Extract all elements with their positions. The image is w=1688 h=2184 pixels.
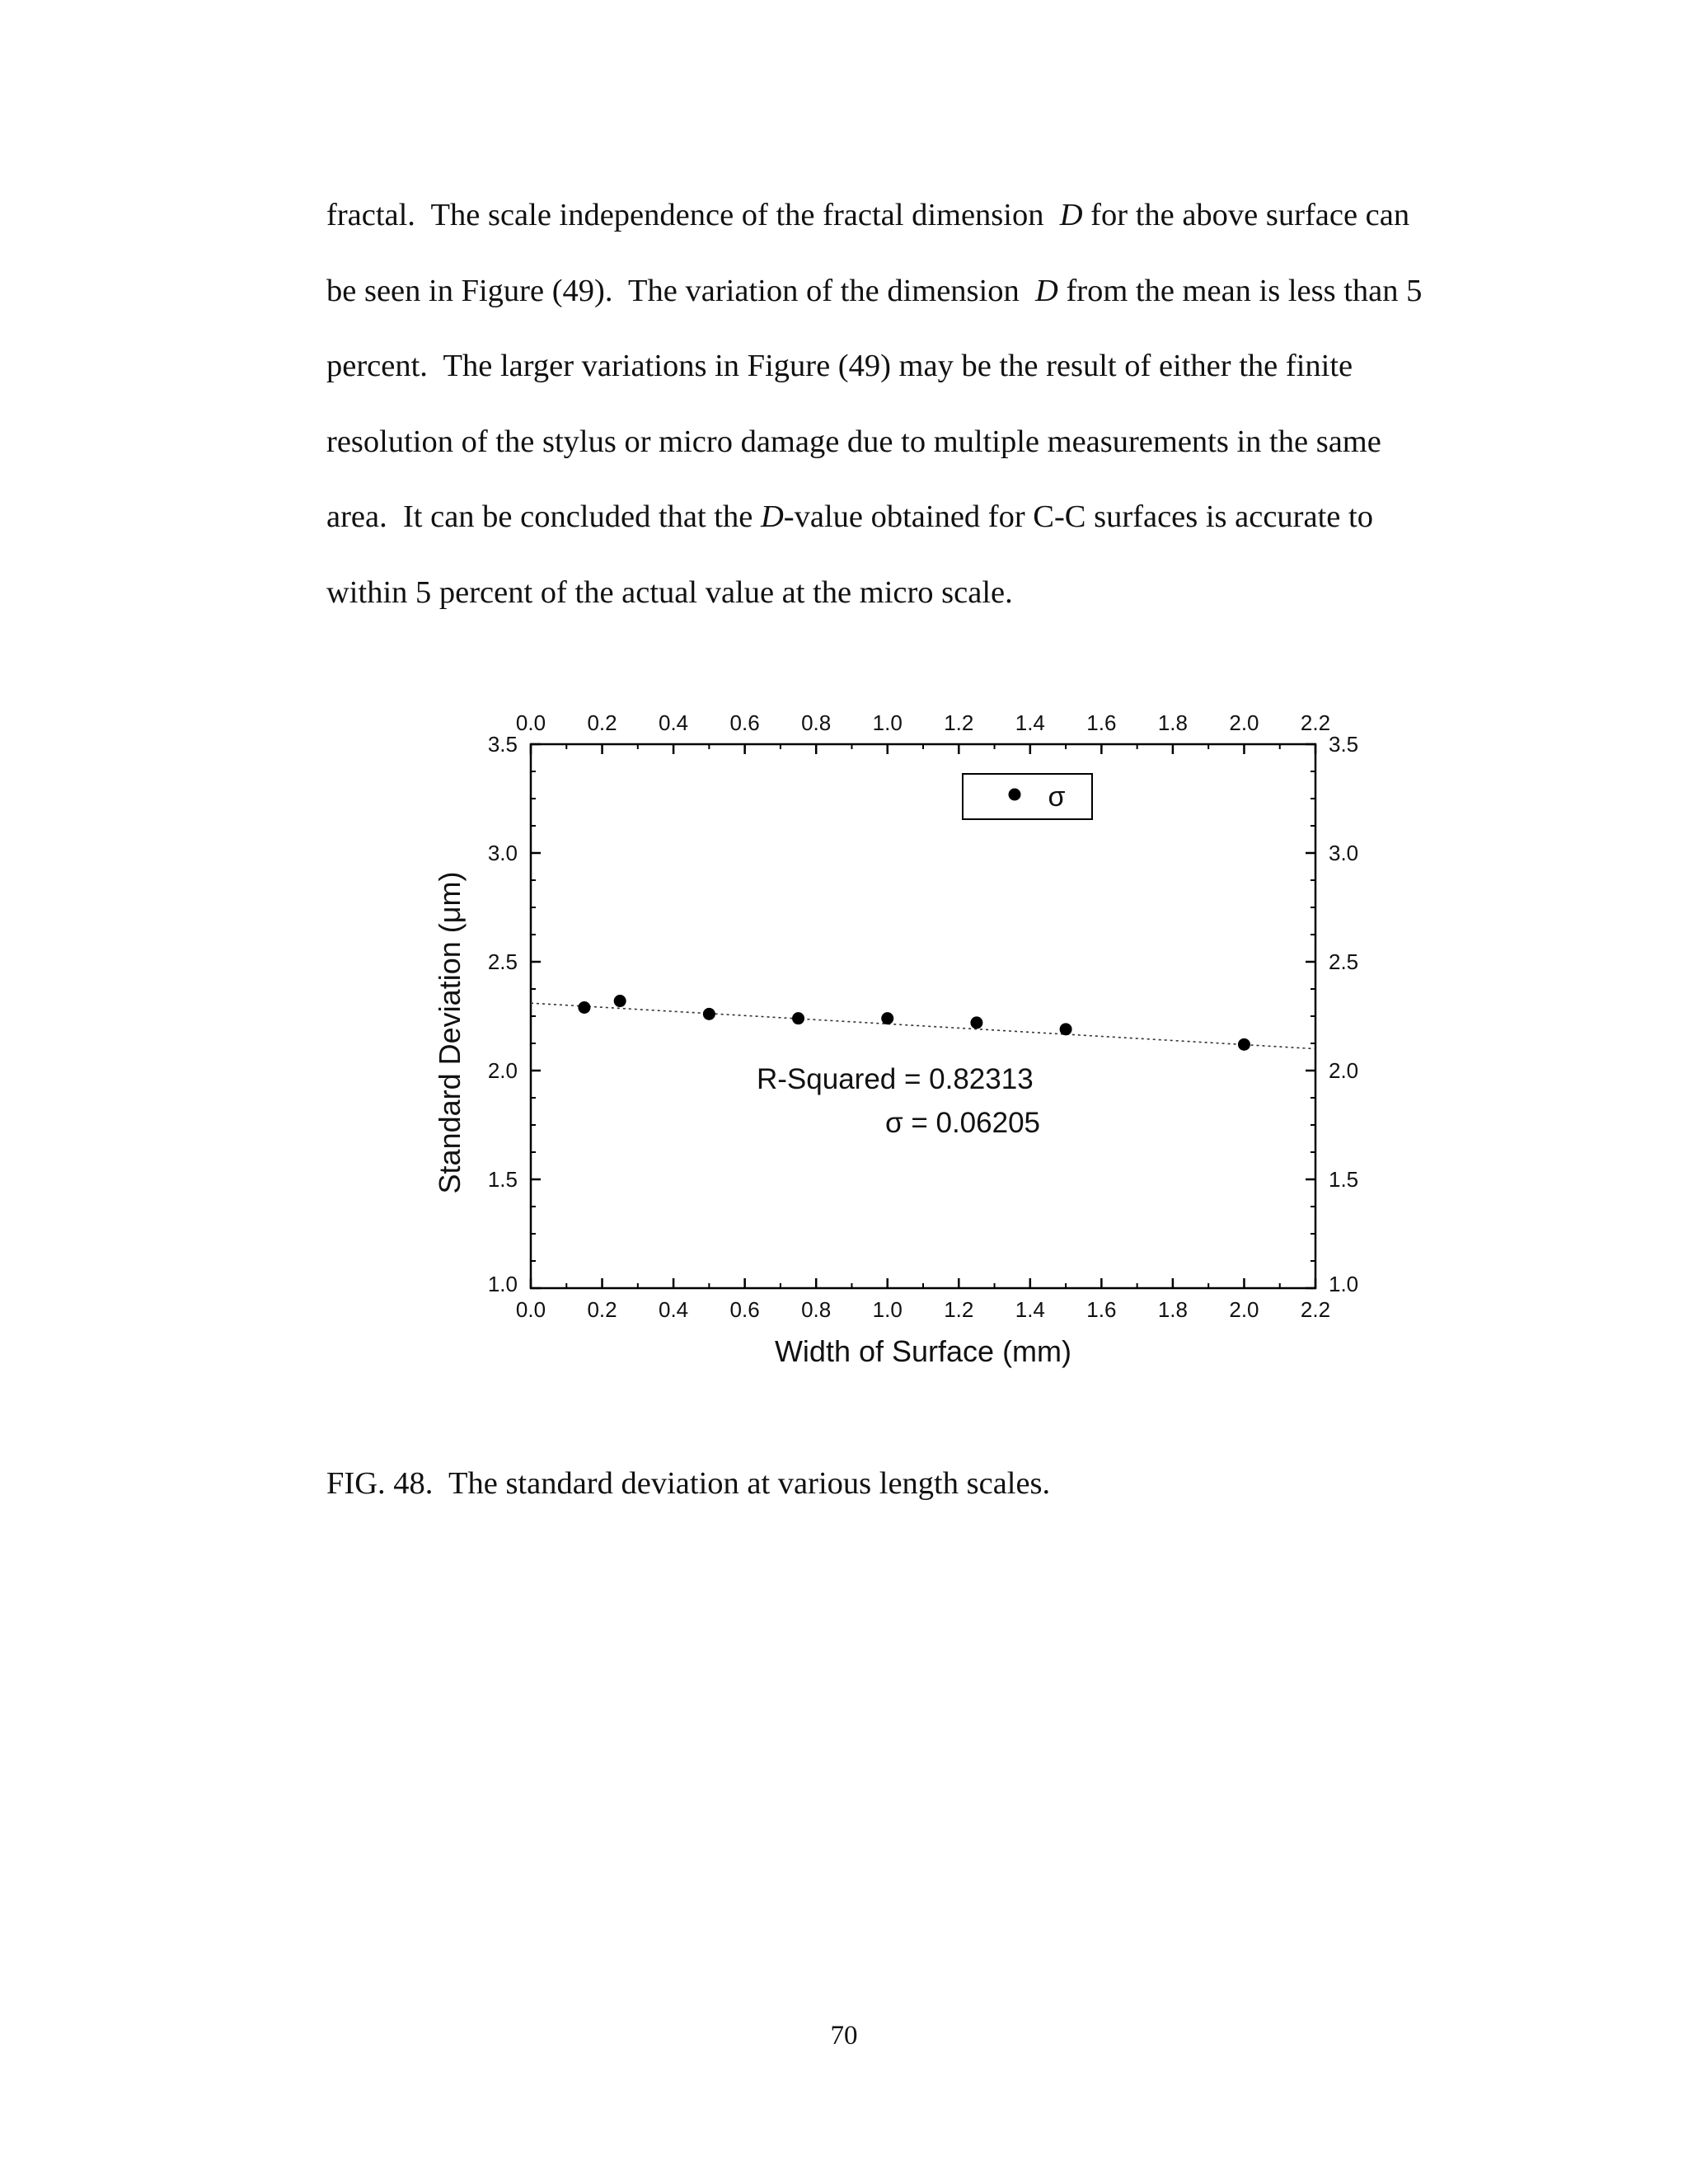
x-tick-label-bottom: 1.4 (1015, 1297, 1045, 1322)
x-tick-label-bottom: 2.0 (1229, 1297, 1259, 1322)
x-tick-label-top: 1.6 (1086, 710, 1117, 735)
x-tick-label-bottom: 2.2 (1300, 1297, 1331, 1322)
sigma-annotation: σ = 0.06205 (885, 1107, 1041, 1139)
x-tick-label-bottom: 0.0 (515, 1297, 546, 1322)
legend (963, 774, 1092, 819)
x-tick-label-top: 0.4 (659, 710, 689, 735)
y-tick-label-left: 3.5 (487, 732, 518, 757)
y-tick-label-right: 2.5 (1329, 949, 1359, 974)
x-tick-label-bottom: 0.6 (729, 1297, 760, 1322)
x-tick-label-bottom: 1.2 (944, 1297, 974, 1322)
x-tick-label-top: 0.8 (801, 710, 832, 735)
plot-frame (531, 744, 1315, 1288)
x-tick-label-top: 2.2 (1300, 710, 1331, 735)
legend-marker (1009, 789, 1021, 801)
axis-ticks (531, 744, 1315, 1288)
y-tick-label-left: 1.5 (487, 1167, 518, 1192)
data-point (970, 1016, 982, 1029)
text-line-3: percent. The larger variations in Figure (49) may be the result of either the finite (326, 349, 1353, 383)
data-point (792, 1012, 804, 1024)
body-paragraph (326, 188, 1447, 640)
x-tick-label-bottom: 0.8 (801, 1297, 832, 1322)
y-tick-label-left: 2.5 (487, 949, 518, 974)
data-point (703, 1008, 715, 1020)
x-tick-label-top: 1.2 (944, 710, 974, 735)
text-line-4: resolution of the stylus or micro damage due to multiple measurements in the same (326, 424, 1381, 459)
y-tick-label-left: 1.0 (487, 1272, 518, 1296)
x-tick-label-top: 0.0 (515, 710, 546, 735)
x-tick-label-top: 2.0 (1229, 710, 1259, 735)
trend-line (531, 1003, 1315, 1048)
data-point (1238, 1038, 1250, 1051)
data-point (578, 1001, 590, 1014)
x-tick-label-bottom: 1.0 (872, 1297, 903, 1322)
tick-labels (488, 710, 1358, 1322)
data-points (578, 995, 1250, 1051)
x-tick-label-bottom: 0.2 (587, 1297, 617, 1322)
x-tick-label-top: 0.6 (729, 710, 760, 735)
x-tick-label-bottom: 1.8 (1157, 1297, 1188, 1322)
x-tick-label-top: 0.2 (587, 710, 617, 735)
x-tick-label-top: 1.8 (1157, 710, 1188, 735)
y-tick-label-right: 1.0 (1329, 1272, 1359, 1296)
y-tick-label-left: 2.0 (487, 1058, 518, 1083)
y-tick-label-right: 3.0 (1329, 841, 1359, 865)
r-squared-annotation: R-Squared = 0.82313 (757, 1063, 1034, 1095)
y-tick-label-left: 3.0 (487, 841, 518, 865)
text-line-6: within 5 percent of the actual value at the micro scale. (326, 574, 1013, 610)
data-point (881, 1012, 893, 1024)
y-tick-label-right: 2.0 (1329, 1058, 1359, 1083)
y-tick-label-right: 1.5 (1329, 1167, 1359, 1192)
x-axis-label: Width of Surface (mm) (774, 1334, 1072, 1368)
scatter-chart (412, 692, 1385, 1393)
figure-caption: FIG. 48. The standard deviation at various length scales. (326, 1466, 1051, 1501)
page-number: 70 (830, 2021, 858, 2050)
legend-box (963, 774, 1092, 819)
x-tick-label-bottom: 1.6 (1086, 1297, 1117, 1322)
x-tick-label-bottom: 0.4 (659, 1297, 689, 1322)
data-point (1060, 1023, 1072, 1035)
y-axis-label: Standard Deviation (μm) (433, 871, 467, 1194)
y-tick-label-right: 3.5 (1329, 732, 1359, 757)
legend-label: σ (1048, 781, 1066, 813)
text-line-2: be seen in Figure (49). The variation of the dimension D from the mean is less than 5 (326, 273, 1423, 308)
text-line-5: area. It can be concluded that the D-value obtained for C-C surfaces is accurate to (326, 499, 1373, 534)
x-tick-label-top: 1.4 (1015, 710, 1045, 735)
text-line-1: fractal. The scale independence of the fractal dimension D for the above surface can (326, 198, 1410, 232)
x-tick-label-top: 1.0 (872, 710, 903, 735)
data-point (614, 995, 626, 1007)
